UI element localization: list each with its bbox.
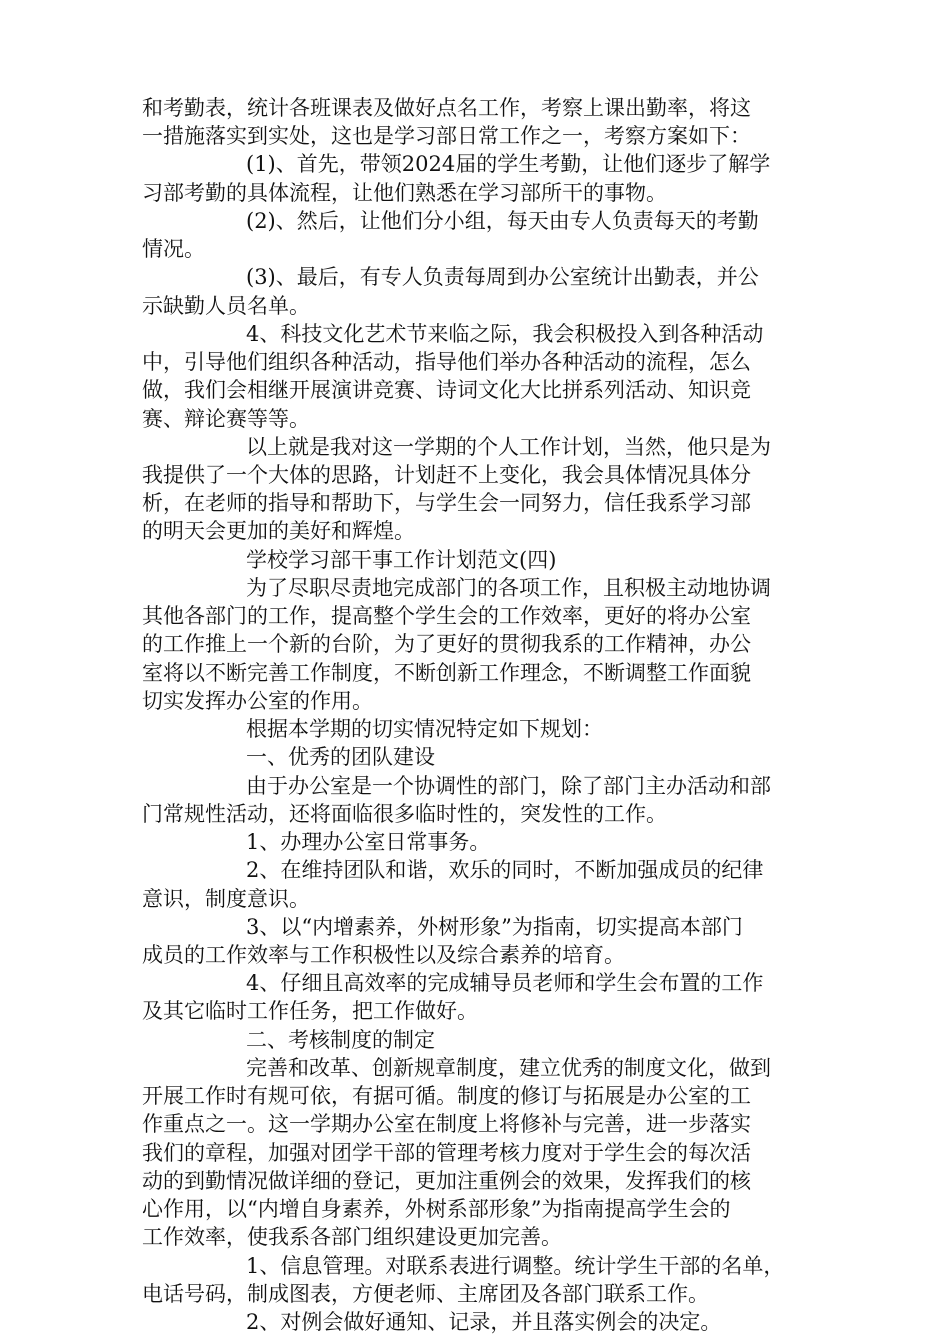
text-line: 我们的章程，加强对团学干部的管理考核力度对于学生会的每次活 [142, 1141, 751, 1165]
text-line: 赛、辩论赛等等。 [142, 407, 310, 431]
text-line: 电话号码，制成图表，方便老师、主席团及各部门联系工作。 [142, 1282, 709, 1306]
text-line: 的明天会更加的美好和辉煌。 [142, 519, 415, 543]
text-line: 1、信息管理。对联系表进行调整。统计学生干部的名单， [246, 1254, 785, 1278]
text-line: 由于办公室是一个协调性的部门，除了部门主办活动和部 [246, 774, 771, 798]
text-line: 其他各部门的工作，提高整个学生会的工作效率，更好的将办公室 [142, 604, 751, 628]
text-line: 作重点之一。这一学期办公室在制度上将修补与完善，进一步落实 [142, 1112, 751, 1136]
text-line: 一措施落实到实处，这也是学习部日常工作之一，考察方案如下： [142, 124, 751, 148]
text-line: 以上就是我对这一学期的个人工作计划，当然，他只是为 [246, 435, 771, 459]
text-line: 室将以不断完善工作制度，不断创新工作理念，不断调整工作面貌 [142, 661, 751, 685]
section-title: 学校学习部干事工作计划范文(四) [246, 548, 557, 572]
text-line: 习部考勤的具体流程，让他们熟悉在学习部所干的事物。 [142, 181, 667, 205]
text-line: (2)、然后，让他们分小组，每天由专人负责每天的考勤 [246, 209, 759, 233]
text-line: (3)、最后，有专人负责每周到办公室统计出勤表，并公 [246, 265, 759, 289]
text-line: 4、科技文化艺术节来临之际，我会积极投入到各种活动 [246, 322, 764, 346]
text-line: 动的到勤情况做详细的登记，更加注重例会的效果，发挥我们的核 [142, 1169, 751, 1193]
text-line: 中，引导他们组织各种活动，指导他们举办各种活动的流程，怎么 [142, 350, 751, 374]
text-line: 析，在老师的指导和帮助下，与学生会一同努力，信任我系学习部 [142, 491, 751, 515]
text-line: (1)、首先，带领2024届的学生考勤，让他们逐步了解学 [246, 152, 771, 176]
text-line: 4、仔细且高效率的完成辅导员老师和学生会布置的工作 [246, 971, 764, 995]
text-line: 做，我们会相继开展演讲竞赛、诗词文化大比拼系列活动、知识竞 [142, 378, 751, 402]
text-line: 根据本学期的切实情况特定如下规划： [246, 717, 603, 741]
text-line: 3、以“内增素养，外树形象”为指南，切实提高本部门 [246, 915, 743, 939]
text-line: 2、在维持团队和谐，欢乐的同时，不断加强成员的纪律 [246, 858, 764, 882]
text-line: 1、办理办公室日常事务。 [246, 830, 491, 854]
text-line: 意识，制度意识。 [142, 887, 310, 911]
text-line: 门常规性活动，还将面临很多临时性的，突发性的工作。 [142, 802, 667, 826]
text-line: 开展工作时有规可依，有据可循。制度的修订与拓展是办公室的工 [142, 1084, 751, 1108]
text-line: 我提供了一个大体的思路，计划赶不上变化，我会具体情况具体分 [142, 463, 751, 487]
section-heading: 二、考核制度的制定 [246, 1028, 435, 1052]
text-line: 成员的工作效率与工作积极性以及综合素养的培育。 [142, 943, 625, 967]
text-line: 工作效率，使我系各部门组织建设更加完善。 [142, 1225, 562, 1249]
text-line: 2、对例会做好通知、记录，并且落实例会的决定。 [246, 1310, 722, 1334]
text-line: 心作用，以“内增自身素养，外树系部形象”为指南提高学生会的 [142, 1197, 731, 1221]
text-line: 的工作推上一个新的台阶，为了更好的贯彻我系的工作精神，办公 [142, 632, 751, 656]
text-line: 切实发挥办公室的作用。 [142, 689, 373, 713]
text-line: 及其它临时工作任务，把工作做好。 [142, 999, 478, 1023]
text-line: 情况。 [142, 237, 205, 261]
text-line: 完善和改革、创新规章制度，建立优秀的制度文化，做到 [246, 1056, 771, 1080]
section-heading: 一、优秀的团队建设 [246, 745, 435, 769]
text-line: 和考勤表，统计各班课表及做好点名工作，考察上课出勤率，将这 [142, 96, 751, 120]
text-line: 示缺勤人员名单。 [142, 294, 310, 318]
text-line: 为了尽职尽责地完成部门的各项工作，且积极主动地协调 [246, 576, 771, 600]
